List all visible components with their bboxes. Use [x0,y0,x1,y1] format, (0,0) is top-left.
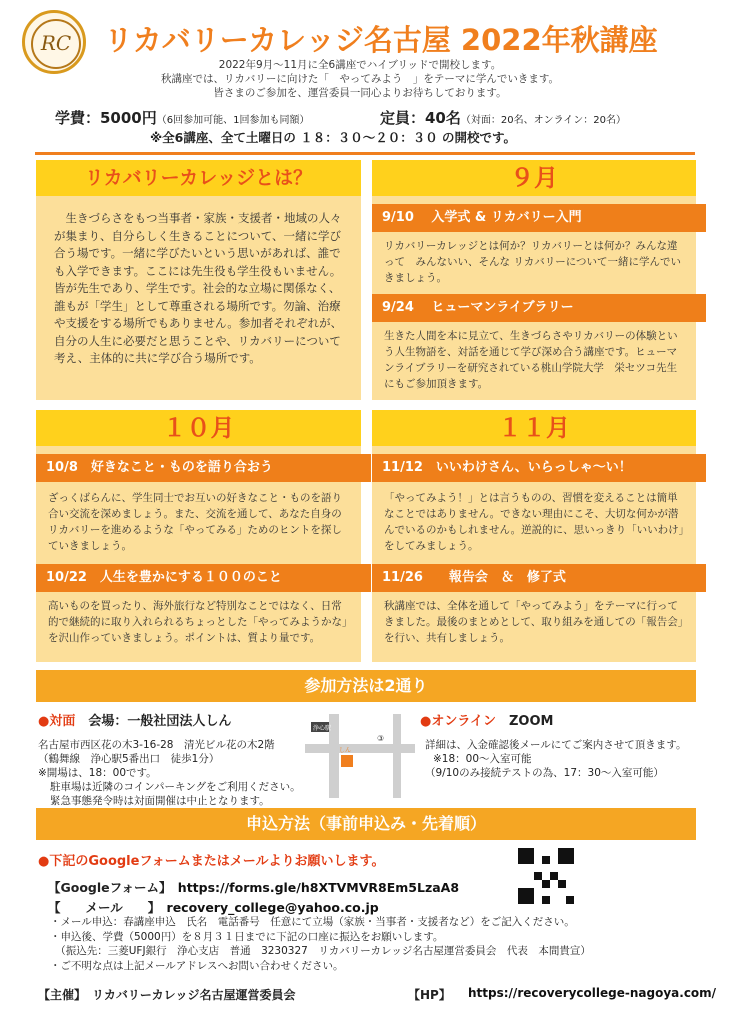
note-line: ※開場は、18：00です。 [38,767,157,779]
application-bullets [50,915,710,973]
session-desc: リカバリーカレッジとは何か？リカバリーとは何か？みんな違って みんないい、そんな リカバリーについて一緒に学んでいきましょう。 [384,240,682,284]
online-note: ※18：00～入室可能 [433,753,532,765]
session-title: 10/8 好きなこと・ものを語り合おう [36,454,371,482]
online-note: 詳細は、入金確認後メールにてご案内させて頂きます。 [425,739,687,751]
intro-line: 2022年9月～11月に全6講座でハイブリッドで開校します。 [218,59,502,71]
session-title: 11/12 いいわけさん、いらっしゃ～い！ [372,454,706,482]
intro-line: 秋講座では、リカバリーに向けた「 やってみよう 」をテーマに学んでいきます。 [160,73,560,85]
about-panel [36,160,361,400]
about-body: 生きづらさをもつ当事者・家族・支援者・地域の人々が集まり、自分らしく生きることについて、一緒に学び合う場です。一緒に学びたいという思いがあれば、誰でも入学できます。ここには先生役も学生役もいません。皆が先生であり、学生です。社会的な立場に関係なく、誰もが「学生」として尊重される場所です。勿論、治療や支援をする場所でもありません。参加者それぞれが、自分の人生に必要だと思うことや、リカバリーについて考え、主体的に共に学び合う場所です。 [54,211,343,365]
session-title: 11/26 報告会 ＆ 修了式 [372,564,706,592]
bullet-line: ・メール申込：春講座申込 氏名 電話番号 任意にて立場（家族・当事者・支援者など）をご記入ください。 [50,916,575,928]
schedule-note: ※全6講座、全て土曜日の １８：３０～２０：３０ の開校です。 [150,130,517,145]
intro-line: 皆さまのご参加を、運営委員一同心よりお待ちしております。 [213,87,507,99]
intro-text [120,58,600,100]
address: 名古屋市西区花の木3-16-28 清光ビル花の木2階 [38,739,275,751]
online-tool: ZOOM [508,714,554,729]
mail-link[interactable]: recovery_college@yahoo.co.jp [166,900,379,915]
month-panel-october [36,410,361,662]
map-label-venue: しん [339,747,352,754]
session-desc: 秋講座では、全体を通して「やってみよう」をテーマに行ってきました。最後のまとめとして、取り組みを通しての「報告会」を行い、共有しましょう。 [384,600,684,644]
session-title: 9/10 入学式 & リカバリー入門 [372,204,706,232]
divider [35,152,695,155]
venue-marker [341,755,353,767]
map-label-station: 浄心駅 [313,725,332,732]
capacity [380,107,626,128]
month-panel-november [372,410,696,662]
venue: 会場：一般社団法人しん [88,714,232,729]
logo [22,10,86,74]
hp-link[interactable]: https://recoverycollege-nagoya.com/ [468,986,717,1000]
fee [55,107,309,128]
logo-mark: RC [31,19,81,69]
session-desc: 高いものを買ったり、海外旅行など特別なことではなく、日常的で継続的に取り入れられるちょっとした「やってみようかな」を沢山作っていきましょう。ポイントは、質より量です。 [48,600,348,644]
online-label: ●オンライン [420,714,496,729]
organizer: 【主催】 リカバリーカレッジ名古屋運営委員会 [38,988,296,1002]
bullet-line: ・ご不明な点は上記メールアドレスへお問い合わせください。 [50,959,344,972]
mail-label: 【 メール 】 [48,900,155,915]
inperson-section [38,710,303,729]
application-heading: 申込方法（事前申込み・先着順） [36,808,696,840]
session-desc: 生きた人間を本に見立て、生きづらさやリカバリーの体験という人生物語を、対話を通じて学び深め合う講座です。ヒューマンライブラリーを研究されている桃山学院大学 栄セツコ先生にもご参加頂きます。 [384,330,678,390]
bullet-line: （振込先：三菱UFJ銀行 浄心支店 普通 3230327 リカバリーカレッジ名古屋運営委員会 代表 本間貴宣） [50,945,591,957]
form-link[interactable]: https://forms.gle/h8XTVMVR8Em5LzaA8 [177,880,460,895]
mail-row [48,898,379,916]
qr-code-icon[interactable] [518,848,574,904]
session-desc: 「やってみよう！」とは言うものの、習慣を変えることは簡単なことではありません。できない理由にこそ、大切な何かが潜んでいるのかもしれません。逆説的に、思いっきり「いいわけ」をしてみましょう。 [384,492,684,552]
fee-note: （6回参加可能、1回参加も同額） [156,115,310,126]
fee-label: 学費：5000円 [55,109,157,127]
venue-map [305,710,415,802]
session-title: 10/22 人生を豊かにする１００のこと [36,564,371,592]
hp-label: 【HP】 [408,988,451,1002]
online-section [420,710,700,729]
session-desc: ざっくばらんに、学生同士でお互いの好きなこと・ものを語り合い交流を深めましょう。また、交流を通して、あなた自身のリカバリーを進めるような「やってみる」ためのヒントを探していきましょう。 [48,492,342,552]
capacity-note: （対面：20名、オンライン：20名） [460,115,627,126]
application-lead: ●下記のGoogleフォームまたはメールよりお願いします。 [38,854,385,869]
address-block [38,738,338,808]
online-note: （9/10のみ接続テストの為、17：30～入室可能） [425,767,664,779]
month-heading: ９月 [372,160,696,196]
note-line: 駐車場は近隣のコインパーキングをご利用ください。 [50,781,301,793]
access: （鶴舞線 浄心駅5番出口 徒歩1分） [38,753,220,765]
month-panel-september [372,160,696,400]
form-label: 【Googleフォーム】 [48,880,166,895]
note-line: 緊急事態発令時は対面開催は中止となります。 [50,795,270,807]
page-title: リカバリーカレッジ名古屋 2022年秋講座 [104,23,658,57]
session-title: 9/24 ヒューマンライブラリー [372,294,706,322]
inperson-label: ●対面 [38,714,76,729]
map-label-exit: ③ [377,734,385,743]
month-heading: １０月 [36,410,361,446]
month-heading: １１月 [372,410,696,446]
online-notes [425,738,700,780]
bullet-line: ・申込後、学費（5000円）を８月３１日までに下記の口座に振込をお願いします。 [50,930,444,943]
about-heading: リカバリーカレッジとは？ [36,160,361,196]
capacity-label: 定員：40名 [380,109,461,127]
form-row [48,878,459,896]
participation-heading: 参加方法は2通り [36,670,696,702]
map-road [393,714,401,798]
